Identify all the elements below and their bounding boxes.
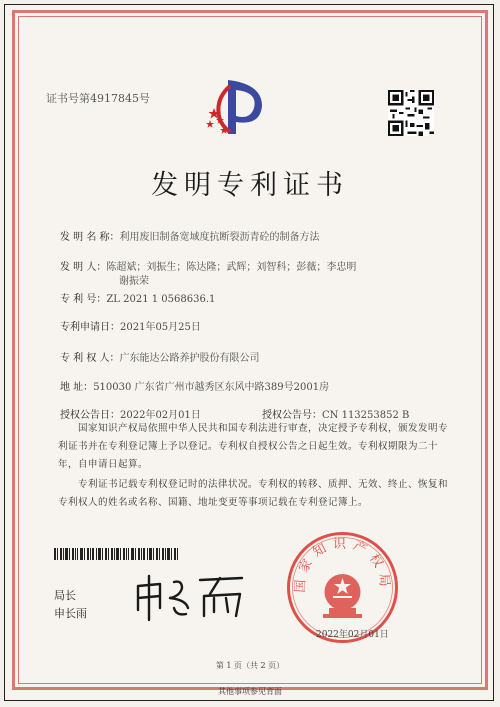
field-value: 广东能达公路养护股份有限公司 [119, 353, 260, 364]
official-title: 局长 [54, 589, 76, 602]
field-label: 地 址： [60, 382, 94, 393]
field-label: 授权公告日： [60, 410, 120, 421]
barcode-icon [54, 548, 178, 560]
statement-paragraph: 专利证书记载专利权登记时的法律状况。专利权的转移、质押、无效、终止、恢复和专利权人的姓名或名称、国籍、地址变更等事项记载在专利登记簿上。 [58, 479, 449, 508]
field-value: 2022年02月01日 [120, 410, 201, 421]
field-value: 谢振荣 [119, 276, 149, 287]
svg-text:国家知识产权局: 国家知识产权局 [292, 536, 393, 594]
field-label: 发 明 名 称： [60, 232, 120, 243]
seal-date: 2022年02月01日 [316, 630, 389, 640]
footer-note: 其他事项参见背面 [218, 687, 282, 696]
field-value: 510030 广东省广州市越秀区东风中路389号2001房 [93, 382, 330, 393]
field-grant-date [60, 406, 201, 421]
certificate-statement [58, 420, 448, 512]
field-address [60, 378, 329, 393]
page-title: 发明专利证书 [151, 170, 349, 201]
statement-paragraph: 国家知识产权局依照中华人民共和国专利法进行审查，决定授予专利权，颁发发明专利证书并在专利登记簿上予以登记。专利权自授权公告之日起生效。专利权期限为二十年，自申请日起算。 [58, 423, 449, 470]
field-patent-number [60, 290, 215, 305]
qr-code-icon [388, 90, 434, 136]
field-inventors-continued [119, 272, 149, 287]
field-value: 陈超斌；刘振生；陈达隆；武辉；刘智科；彭薇；李忠明 [106, 262, 357, 273]
cnipa-logo-icon [200, 70, 270, 140]
field-label: 专 利 权 人： [60, 353, 120, 364]
field-inventors [60, 258, 356, 273]
field-label: 授权公告号： [262, 410, 322, 421]
official-name: 申长雨 [54, 607, 87, 620]
signature-icon [130, 568, 250, 623]
field-application-date [60, 318, 201, 333]
field-value: ZL 2021 1 0568636.1 [106, 294, 216, 305]
field-label: 专 利 号： [60, 294, 107, 305]
field-value: 利用废旧制备宽域度抗断裂沥青砼的制备方法 [119, 232, 320, 243]
field-patentee [60, 349, 260, 364]
page-number: 第 1 页（共 2 页） [215, 661, 285, 670]
field-label: 专利申请日： [60, 322, 120, 333]
field-label: 发 明 人： [60, 262, 107, 273]
certificate-number: 证书号第4917845号 [46, 92, 150, 105]
field-grant-pub-number [262, 406, 409, 421]
field-value: 2021年05月25日 [120, 322, 201, 333]
field-value: CN 113253852 B [322, 410, 410, 421]
field-invention-name [60, 228, 320, 243]
